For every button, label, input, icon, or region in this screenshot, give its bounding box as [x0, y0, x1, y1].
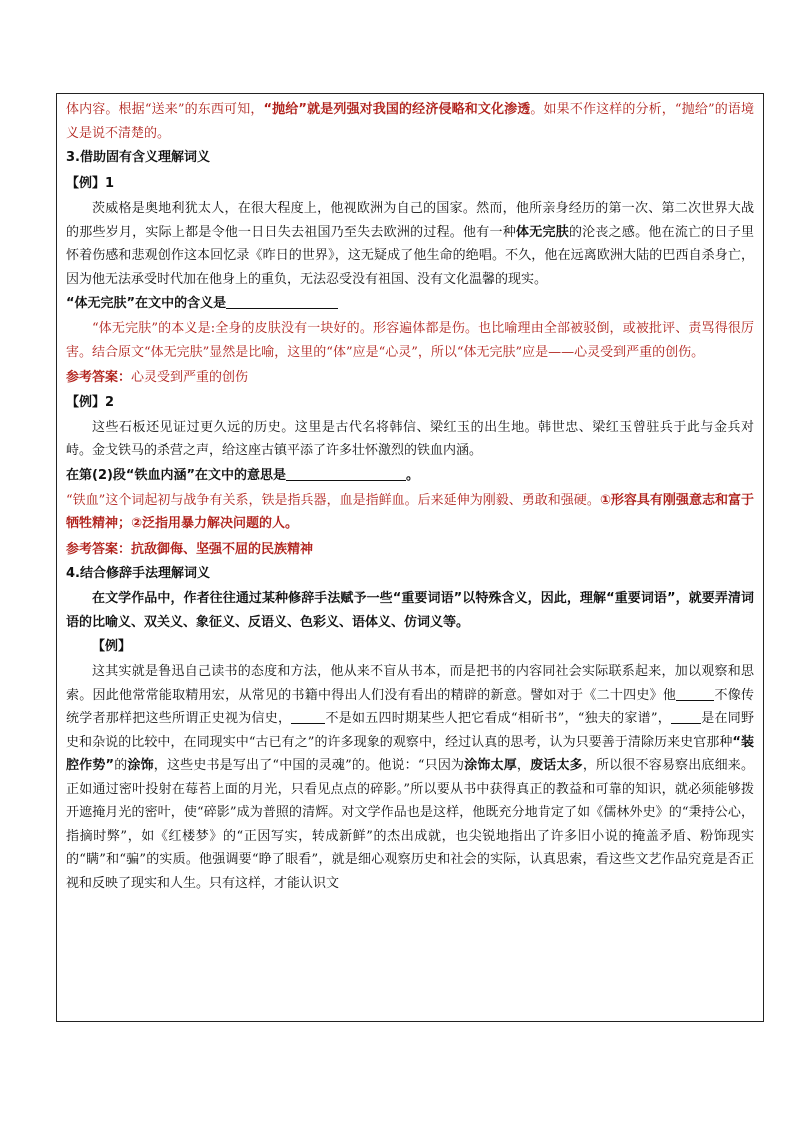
passage-3-s8: ，这些史书是写出了“中国的灵魂”的。他说：“只因为: [153, 758, 465, 773]
passage-3-s7: 涂饰: [127, 758, 154, 773]
example-2-answer: [66, 538, 754, 562]
example-2-analysis: [66, 489, 754, 536]
example-1-passage: [66, 197, 754, 291]
example-1-answer: [66, 366, 754, 390]
blank-1: [676, 686, 714, 701]
question-1-text: “体无完肤”在文中的含义是: [66, 296, 227, 311]
passage-3-s12: ，所以很不容易察出底细来。正如通过密叶投射在莓苔上面的月光，只看见点点的碎影。”所以要从书中获得真正的教益和可靠的知识，就必须能够拨开遮掩月光的密叶，使“碎影”成为普照的清辉。对文学作品也是这样，他既充分地肯定了如《儒林外史》的“秉持公心，指摘时弊”，如《红楼梦》的“正因写实，转成新鲜”的杰出成就，也尖锐地指出了许多旧小说的掩盖矛盾、粉饰现实的“瞒”和“骗”的实质。他强调要“睁了眼看”，就是细心观察历史和社会的实际，认真思索，看这些文艺作品究竟是否正视和反映了现实和人生。只有这样，才能认识文: [66, 758, 754, 891]
example-1-label: 【例】1: [66, 176, 115, 191]
intro-text-bold: “抛给”就是列强对我国的经济侵略和文化渗透: [263, 102, 531, 117]
intro-text-a: 体内容。根据“送来”的东西可知，: [66, 102, 264, 117]
example-2-passage: 这些石板还见证过更久远的历史。这里是古代名将韩信、梁红玉的出生地。韩世忠、梁红玉曾驻兵于此与金兵对峙。金戈铁马的杀营之声，给这座古镇平添了许多壮怀激烈的铁血内涵。: [66, 419, 754, 458]
passage-3-s3: 不是如五四时期某些人把它看成“相斫书”，“独夫的家谱”，: [325, 711, 671, 726]
question-2-text: 在第(2)段“铁血内涵”在文中的意思是: [66, 467, 287, 483]
answer-label: 参考答案：: [66, 370, 132, 385]
answer-blank: [286, 466, 406, 481]
example-2-label: 【例】2: [66, 394, 115, 410]
paragraph-intro: [66, 98, 754, 145]
blank-2: [291, 709, 325, 724]
passage-1-key-term: 体无完肤: [515, 224, 569, 240]
content-frame: [56, 93, 764, 1022]
passage-3-s2: 不像传统学者那样把这些所谓正史视为信史，: [66, 687, 754, 726]
answer-text: 心灵受到严重的创伤: [131, 370, 249, 385]
passage-3-s9: 涂饰太厚: [464, 758, 517, 773]
example-3-passage: [66, 660, 754, 895]
section-4-intro: 在文学作品中，作者往往通过某种修辞手法赋予一些“重要词语”以特殊含义，因此，理解“重要词语”，就要弄清词语的比喻义、双关义、象征义、反语义、色彩义、语体义、仿词义等。: [66, 591, 754, 630]
passage-1-part-a: 茨威格是奥地利犹太人，在很大程度上，他视欧洲为自己的国家。然而，他所亲身经历的第一次、第二次世界大战的那些岁月，实际上都是令他一日日失去祖国乃至失去欧洲的过程。他有一种: [66, 201, 754, 240]
passage-3-s4: 是在同野史和杂说的比较中，在同现实中“古已有之”的许多现象的观察中，经过认真的思考，认为只要善于清除历来史官那种: [66, 711, 754, 750]
analysis-2-part-a: “铁血”这个词起初与战争有关系，铁是指兵器，血是指鲜血。后来延伸为刚毅、勇敢和强硬。: [66, 492, 600, 508]
passage-3-s6: 的: [114, 758, 128, 773]
blank-3: [671, 709, 701, 724]
answer-label: 参考答案：: [66, 541, 132, 557]
example-3-label: 【例】: [92, 639, 132, 654]
question-2-end: 。: [406, 467, 420, 483]
answer-text: 抗敌御侮、坚强不屈的民族精神: [131, 541, 314, 557]
passage-1-part-c: 的沦丧之感。他在流亡的日子里怀着伤感和悲观创作这本回忆录《昨日的世界》，这无疑成了他生命的绝唱。不久，他在远离欧洲大陆的巴西自杀身亡，因为他无法承受时代加在他身上的重负，无法忍受没有祖国、没有文化温馨的现实。: [66, 224, 754, 287]
section-3-title: 3.借助固有含义理解词义: [66, 150, 210, 165]
answer-blank: [226, 294, 338, 309]
intro-text-c: 。如果不作这样的分析，“抛给”的语境义是说不清楚的。: [66, 102, 755, 141]
example-1-analysis: “体无完肤”的本义是:全身的皮肤没有一块好的。形容遍体都是伤。也比喻理由全部被驳倒，或被批评、责骂得很厉害。结合原文“体无完肤”显然是比喻，这里的“体”应是“心灵”，所以“体无完肤”应是——心灵受到严重的创伤。: [66, 321, 754, 360]
passage-3-s5: “装腔作势”: [66, 734, 754, 773]
analysis-2-part-b: ①形容具有刚强意志和富于牺牲精神；②泛指用暴力解决问题的人。: [66, 492, 754, 531]
passage-3-s11: 废话太多: [530, 758, 583, 773]
section-4-title: 4.结合修辞手法理解词义: [66, 566, 210, 581]
example-2-question: [66, 463, 754, 489]
passage-3-s10: ，: [516, 758, 531, 773]
example-1-question: [66, 291, 754, 317]
passage-3-s1: 这其实就是鲁迅自己读书的态度和方法，他从来不盲从书本，而是把书的内容同社会实际联系起来，加以观察和思索。因此他常常能取精用宏，从常见的书籍中得出人们没有看出的精辟的新意。譬如对于《二十四史》他: [66, 664, 754, 703]
